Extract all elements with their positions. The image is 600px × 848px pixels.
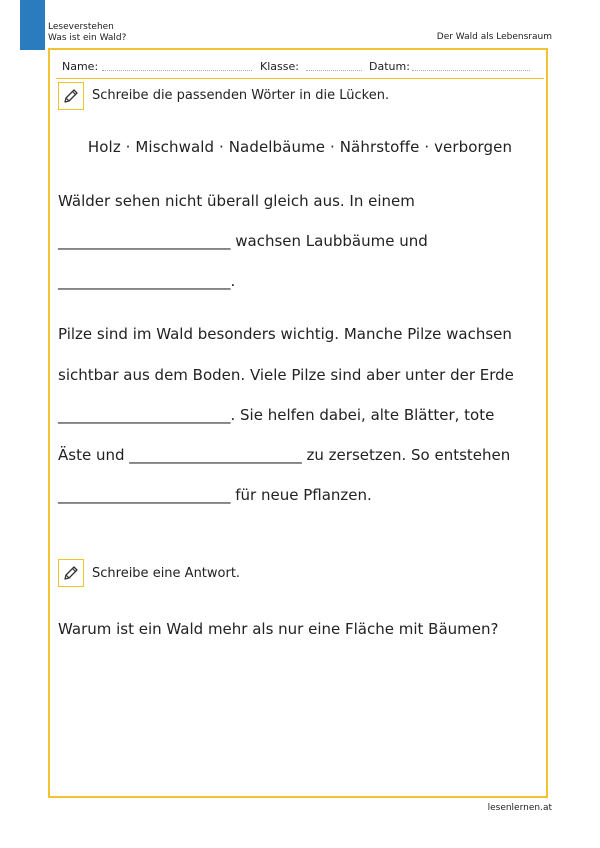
class-field[interactable] (306, 70, 362, 71)
text-line: Äste und _______________________ zu zersetzen. So entstehen (58, 446, 511, 464)
header-color-tab (20, 0, 45, 50)
name-label: Name: (62, 60, 99, 73)
word-bank: Holz · Mischwald · Nadelbäume · Nährstoffe · verborgen (87, 138, 513, 156)
series-label: Der Wald als Lebensraum (436, 32, 552, 42)
date-label: Datum: (369, 60, 410, 73)
name-field[interactable] (102, 70, 252, 71)
subject-label: Leseverstehen (48, 22, 114, 32)
pencil-icon (58, 559, 84, 587)
topic-label: Was ist ein Wald? (48, 33, 127, 43)
header-left (48, 22, 126, 44)
text-line: _______________________. (58, 272, 236, 290)
class-label: Klasse: (260, 60, 299, 73)
date-field[interactable] (412, 70, 530, 71)
text-line: Wälder sehen nicht überall gleich aus. In einem (58, 192, 415, 210)
task2-instruction: Schreibe eine Antwort. (92, 566, 241, 581)
text-line: Pilze sind im Wald besonders wichtig. Manche Pilze wachsen (58, 325, 512, 343)
text-line: _______________________ wachsen Laubbäume und (58, 232, 428, 250)
task1-instruction: Schreibe die passenden Wörter in die Lücken. (92, 88, 390, 103)
header-divider (56, 78, 544, 79)
pencil-icon (58, 82, 84, 110)
question-text: Warum ist ein Wald mehr als nur eine Fläche mit Bäumen? (58, 620, 499, 638)
text-line: _______________________. Sie helfen dabei, alte Blätter, tote (58, 406, 495, 424)
student-info-row (62, 60, 542, 76)
footer-site: lesenlernen.at (487, 803, 552, 813)
text-line: sichtbar aus dem Boden. Viele Pilze sind aber unter der Erde (58, 366, 514, 384)
text-line: _______________________ für neue Pflanzen. (58, 486, 372, 504)
